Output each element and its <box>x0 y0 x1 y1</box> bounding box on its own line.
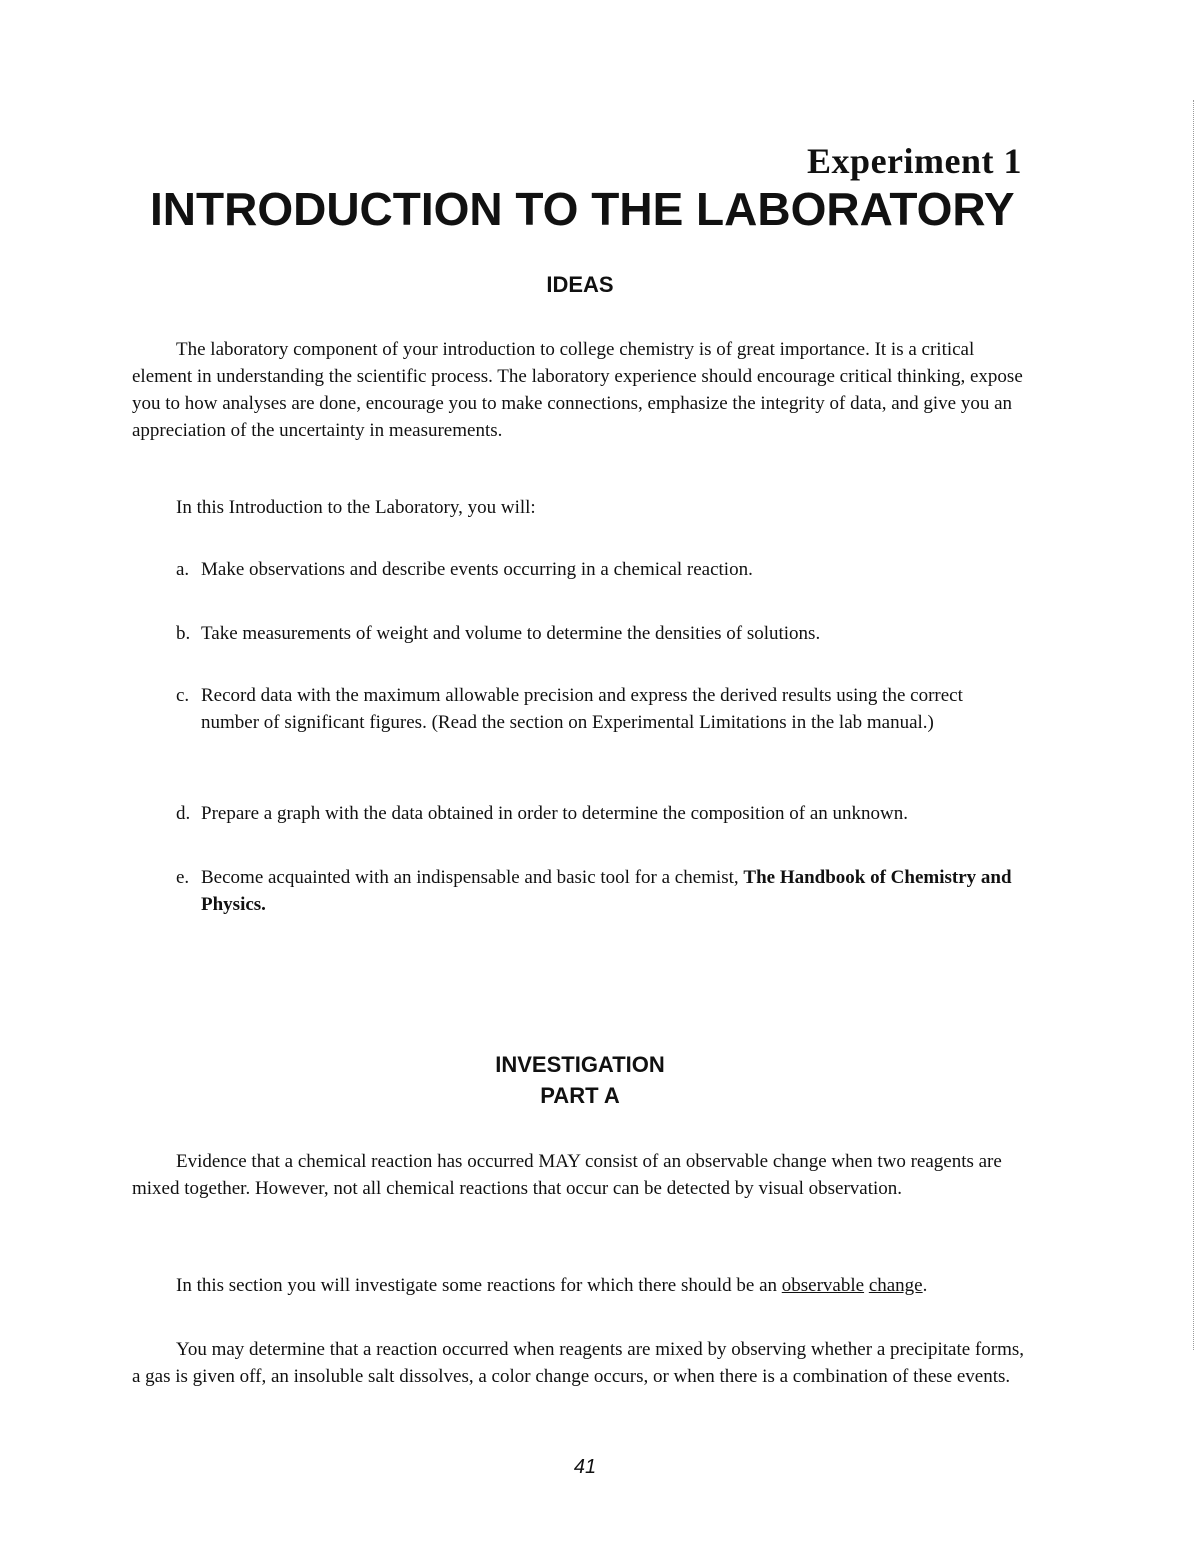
paragraph-2-text: In this section you will investigate some reactions for which there should be an <box>176 1275 782 1296</box>
list-item-text: Make observations and describe events occurring in a chemical reaction. <box>201 559 753 580</box>
list-marker: a. <box>176 559 190 580</box>
list-item <box>176 682 1016 736</box>
scan-edge-marks <box>1191 100 1194 1350</box>
experiment-label: Experiment 1 <box>807 141 1022 181</box>
part-a-heading: PART A <box>540 1083 620 1108</box>
list-marker: d. <box>176 803 191 824</box>
list-item-text: Record data with the maximum allowable precision and express the derived results using the correct number of significant figures. (Read the section on Experimental Limitations in the lab manual.) <box>201 685 963 733</box>
page-title: INTRODUCTION TO THE LABORATORY <box>150 183 1015 235</box>
list-marker: c. <box>176 685 190 706</box>
page-number: 41 <box>573 1456 597 1478</box>
list-item-text <box>201 864 1016 918</box>
investigation-paragraph-2: In this section you will investigate some reactions for which there should be an observable change. <box>176 1275 928 1296</box>
list-item <box>176 864 1016 918</box>
list-marker: e. <box>176 867 190 888</box>
list-marker: b. <box>176 623 191 644</box>
list-item <box>176 556 1016 583</box>
investigation-paragraph-3: You may determine that a reaction occurred when reagents are mixed by observing whether a precipitate forms, a gas is given off, an insoluble salt dissolves, a color change occurs, or when there is a combination of these events. <box>132 1339 1025 1387</box>
underlined-observable: observable <box>781 1275 865 1296</box>
list-item <box>176 800 1016 827</box>
underlined-change: change <box>868 1275 923 1296</box>
ideas-heading: IDEAS <box>546 272 614 297</box>
investigation-paragraph-1: Evidence that a chemical reaction has occurred MAY consist of an observable change when two reagents are mixed together. However, not all chemical reactions that occur can be detected by visual observation. <box>132 1151 1002 1199</box>
list-item <box>176 620 1016 647</box>
list-item-text: Take measurements of weight and volume to determine the densities of solutions. <box>201 623 821 644</box>
ideas-lead-in: In this Introduction to the Laboratory, you will: <box>176 497 536 518</box>
ideas-intro-paragraph: The laboratory component of your introduction to college chemistry is of great importance. It is a critical element in understanding the scientific process. The laboratory experience should encourage critical thinking, expose you to how analyses are done, encourage you to make connections, emphasize the integrity of data, and give you an appreciation of the uncertainty in measurements. <box>132 339 1023 441</box>
list-item-text-plain: Become acquainted with an indispensable and basic tool for a chemist, <box>201 867 744 888</box>
investigation-heading: INVESTIGATION <box>495 1052 665 1077</box>
handbook-title: The Handbook of Chemistry and Physics. <box>201 867 1012 915</box>
list-item-text: Prepare a graph with the data obtained in order to determine the composition of an unknown. <box>201 803 909 824</box>
